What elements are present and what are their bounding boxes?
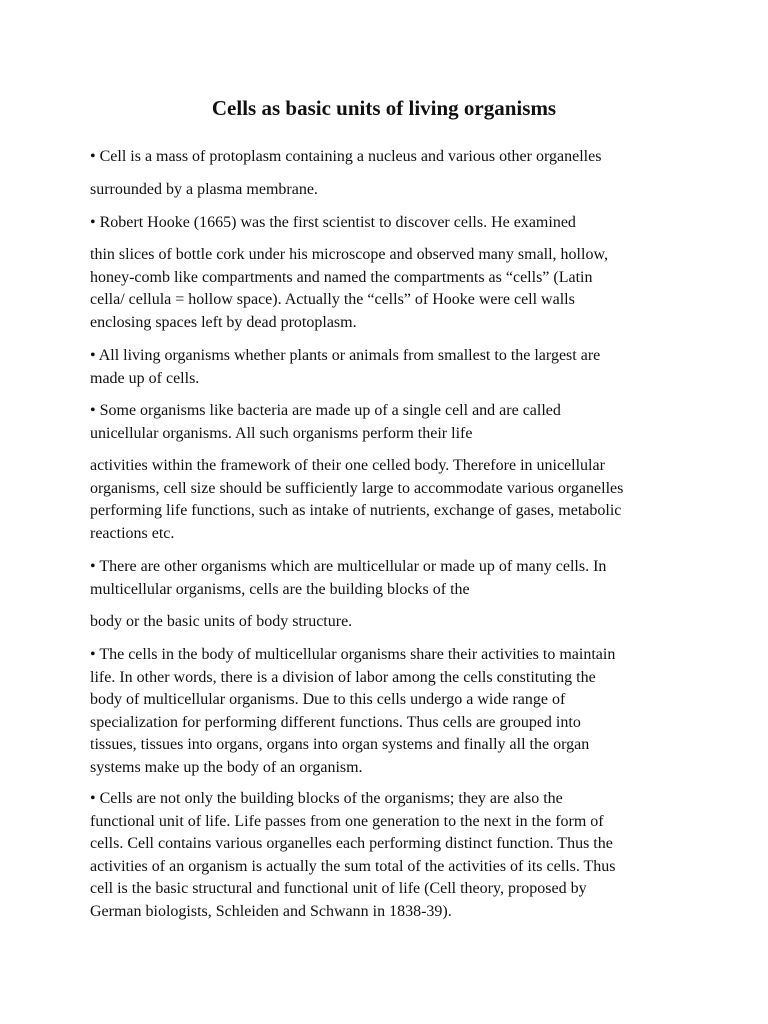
paragraph	[90, 556, 690, 601]
text-line: surrounded by a plasma membrane.	[90, 181, 318, 198]
paragraph	[90, 146, 690, 169]
text-line: • Some organisms like bacteria are made up of a single cell and are called	[90, 402, 561, 419]
paragraph	[90, 611, 690, 634]
text-line: • Cell is a mass of protoplasm containing a nucleus and various other organelles	[90, 148, 602, 165]
paragraph	[90, 179, 690, 202]
text-line: organisms, cell size should be sufficiently large to accommodate various organelles	[90, 479, 624, 497]
text-line: life. In other words, there is a division of labor among the cells constituting the	[90, 668, 596, 686]
text-line: made up of cells.	[90, 369, 200, 387]
text-line: specialization for performing different functions. Thus cells are grouped into	[90, 713, 581, 731]
text-line: reactions etc.	[90, 524, 175, 542]
text-line: • There are other organisms which are multicellular or made up of many cells. In	[90, 558, 607, 575]
text-line: • Cells are not only the building blocks of the organisms; they are also the	[90, 790, 563, 807]
paragraph	[90, 400, 690, 445]
paragraph	[90, 455, 690, 545]
text-line: body or the basic units of body structure.	[90, 613, 353, 630]
paragraph	[90, 788, 690, 923]
text-line: tissues, tissues into organs, organs into organ systems and finally all the organ	[90, 736, 590, 753]
paragraph	[90, 345, 690, 390]
text-line: body of multicellular organisms. Due to this cells undergo a wide range of	[90, 691, 566, 708]
text-line: functional unit of life. Life passes from one generation to the next in the form of	[90, 812, 604, 830]
paragraph	[90, 244, 690, 334]
text-line: cells. Cell contains various organelles each performing distinct function. Thus the	[90, 835, 613, 852]
text-line: • All living organisms whether plants or animals from smallest to the largest are	[90, 347, 601, 364]
text-line: activities of an organism is actually the sum total of the activities of its cells. Thus	[90, 857, 616, 875]
text-line: thin slices of bottle cork under his microscope and observed many small, hollow,	[90, 246, 608, 263]
text-line: systems make up the body of an organism.	[90, 758, 363, 776]
text-line: multicellular organisms, cells are the building blocks of the	[90, 580, 470, 598]
text-line: activities within the framework of their one celled body. Therefore in unicellular	[90, 457, 605, 474]
text-line: unicellular organisms. All such organisms perform their life	[90, 424, 473, 442]
text-line: cella/ cellula = hollow space). Actually the “cells” of Hooke were cell walls	[90, 291, 575, 308]
text-line: • Robert Hooke (1665) was the first scientist to discover cells. He examined	[90, 214, 576, 231]
text-line: cell is the basic structural and functional unit of life (Cell theory, proposed by	[90, 880, 587, 897]
text-line: performing life functions, such as intake of nutrients, exchange of gases, metabolic	[90, 502, 622, 519]
text-line: • The cells in the body of multicellular organisms share their activities to maintain	[90, 646, 616, 663]
text-line: German biologists, Schleiden and Schwann in 1838-39).	[90, 902, 452, 920]
paragraph	[90, 644, 690, 779]
document-title: Cells as basic units of living organisms	[211, 96, 557, 120]
paragraph	[90, 212, 690, 235]
text-line: enclosing spaces left by dead protoplasm.	[90, 313, 357, 331]
text-line: honey-comb like compartments and named the compartments as “cells” (Latin	[90, 268, 593, 286]
